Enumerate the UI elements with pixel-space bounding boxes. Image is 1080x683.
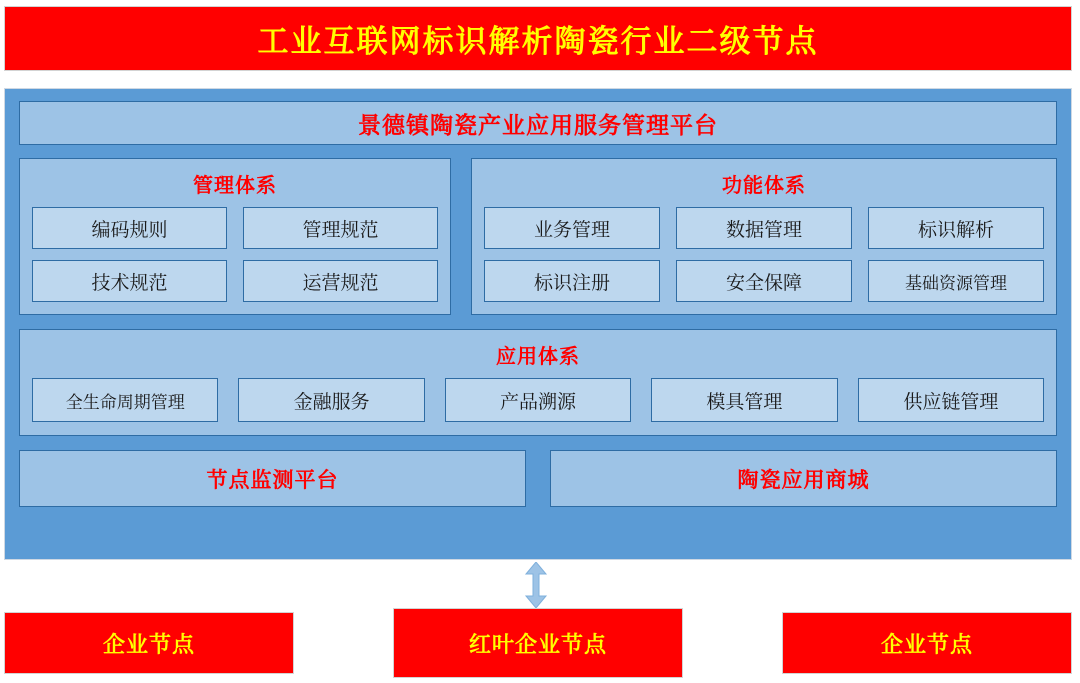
function-system-title: 功能体系 (722, 175, 806, 197)
enterprise-node-hongye-label: 红叶企业节点 (468, 631, 607, 657)
application-item-lifecycle-management[interactable]: 全生命周期管理 (32, 378, 218, 422)
application-system-group (19, 329, 1057, 436)
page-title-banner (4, 6, 1072, 71)
management-item-technical-spec[interactable]: 技术规范 (32, 260, 227, 302)
function-item-data-management[interactable]: 数据管理 (676, 207, 852, 249)
page-title: 工业互联网标识解析陶瓷行业二级节点 (257, 24, 819, 59)
enterprise-node-left[interactable] (4, 612, 294, 674)
application-item-product-traceability[interactable]: 产品溯源 (445, 378, 631, 422)
function-item-business-management[interactable]: 业务管理 (484, 207, 660, 249)
function-item-basic-resource-management[interactable]: 基础资源管理 (868, 260, 1044, 302)
function-system-group (471, 158, 1057, 315)
ceramic-app-mall[interactable] (550, 450, 1057, 507)
function-system-row-1 (484, 207, 1044, 249)
management-item-management-spec[interactable]: 管理规范 (243, 207, 438, 249)
enterprise-node-row (4, 608, 1072, 678)
function-system-row-2 (484, 260, 1044, 302)
management-system-title: 管理体系 (193, 175, 277, 197)
platform-bottom-row (19, 450, 1057, 507)
function-item-identifier-registration[interactable]: 标识注册 (484, 260, 660, 302)
node-monitoring-platform[interactable] (19, 450, 526, 507)
management-item-coding-rules[interactable]: 编码规则 (32, 207, 227, 249)
application-item-supply-chain-management[interactable]: 供应链管理 (858, 378, 1044, 422)
double-headed-vertical-arrow-icon (524, 562, 548, 608)
platform-header-label: 景德镇陶瓷产业应用服务管理平台 (358, 111, 718, 138)
systems-row (19, 158, 1057, 315)
application-system-title: 应用体系 (496, 346, 580, 368)
management-system-row-2 (32, 260, 438, 302)
enterprise-node-right-label: 企业节点 (880, 631, 973, 657)
platform-header (19, 101, 1057, 145)
ceramic-app-mall-label: 陶瓷应用商城 (737, 468, 870, 492)
enterprise-node-left-label: 企业节点 (102, 631, 195, 657)
enterprise-node-hongye[interactable] (393, 608, 683, 678)
management-system-row-1 (32, 207, 438, 249)
platform-panel (4, 88, 1072, 560)
node-monitoring-platform-label: 节点监测平台 (206, 468, 339, 492)
management-system-group (19, 158, 451, 315)
function-item-identifier-resolution[interactable]: 标识解析 (868, 207, 1044, 249)
enterprise-node-right[interactable] (782, 612, 1072, 674)
application-system-items (32, 378, 1044, 422)
application-item-mold-management[interactable]: 模具管理 (651, 378, 837, 422)
management-item-operation-spec[interactable]: 运营规范 (243, 260, 438, 302)
application-item-financial-service[interactable]: 金融服务 (238, 378, 424, 422)
function-item-security-assurance[interactable]: 安全保障 (676, 260, 852, 302)
